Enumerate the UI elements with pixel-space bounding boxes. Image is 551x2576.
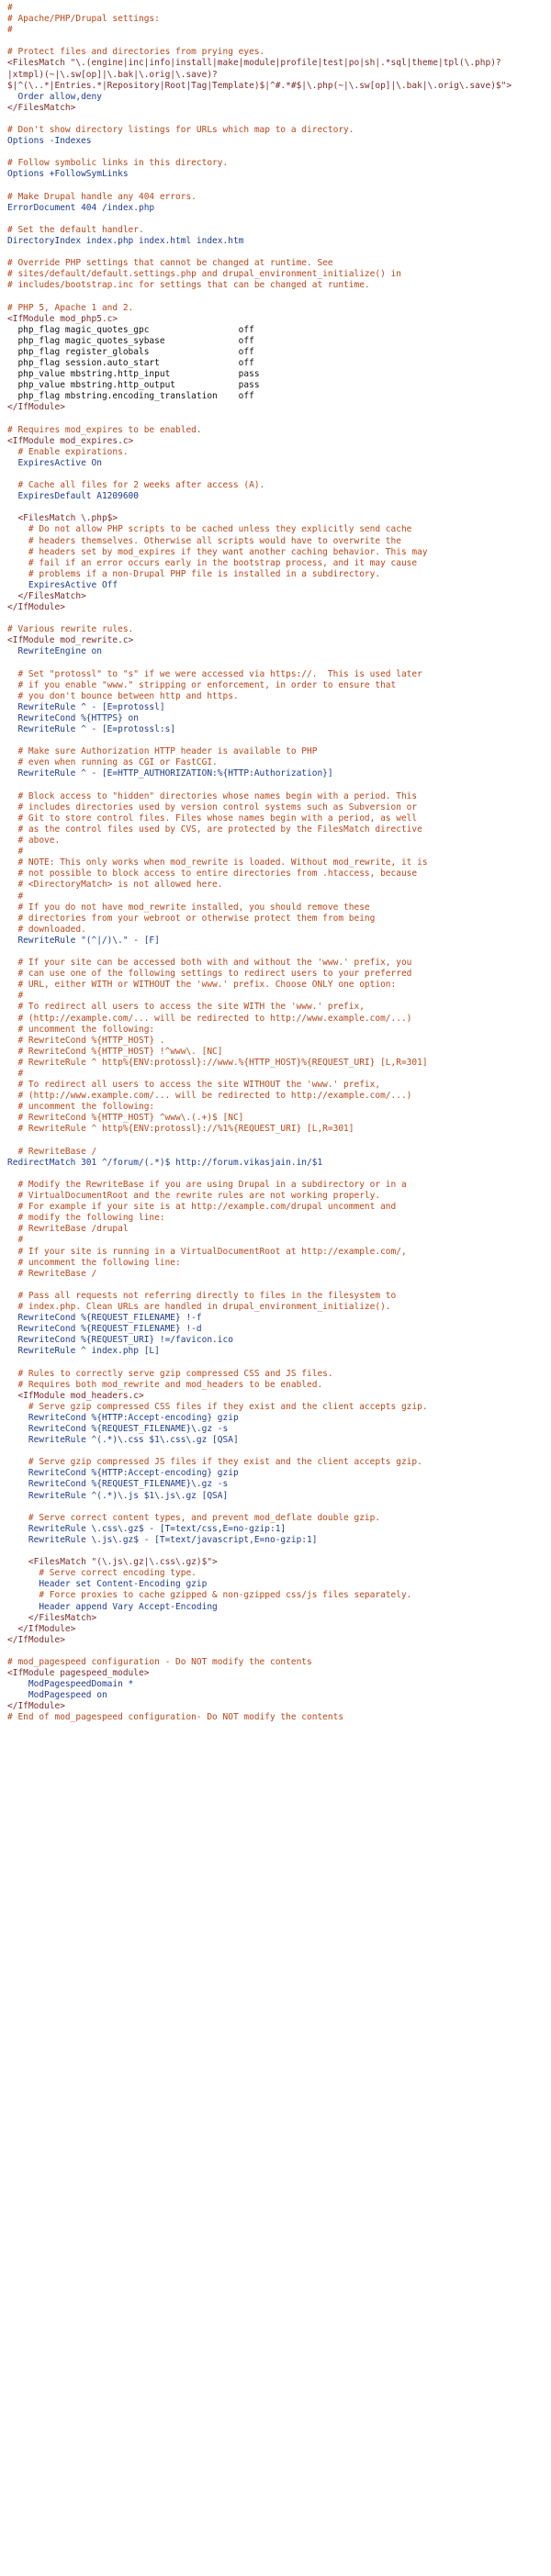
comment-line: # can use one of the following settings to redirect users to your preferred — [7, 969, 412, 980]
comment-line: # — [7, 25, 13, 36]
comment-line: # NOTE: This only works when mod_rewrite is loaded. Without mod_rewrite, it is — [7, 857, 428, 868]
comment-line: # — [7, 846, 24, 857]
comment-line: # For example if your site is at http://example.com/drupal uncomment and — [7, 1202, 397, 1213]
comment-line: # even when running as CGI or FastCGI. — [7, 757, 218, 768]
comment-line: # Pass all requests not referring directly to files in the filesystem to — [7, 1290, 397, 1301]
comment-line: # you don't bounce between http and https. — [7, 690, 239, 701]
directive-line: RewriteRule ^ index.php [L] — [7, 1346, 160, 1357]
comment-line: # Requires mod_expires to be enabled. — [7, 424, 202, 435]
directive-line: RewriteRule ^ - [E=protossl:s] — [7, 724, 176, 735]
directive-line: RewriteRule ^(.*)\.js $1\.js\.gz [QSA] — [7, 1490, 229, 1501]
comment-line: # not possible to block access to entire directories from .htaccess, because — [7, 868, 418, 879]
directive-line: Order allow,deny — [7, 91, 102, 102]
comment-line: # VirtualDocumentRoot and the rewrite rules are not working properly. — [7, 1191, 381, 1202]
directive-line: ExpiresDefault A1209600 — [7, 491, 139, 502]
comment-line: # above. — [7, 835, 61, 846]
section-tag-line: </IfModule> — [7, 402, 65, 413]
section-tag-line: <FilesMatch "(\.js\.gz|\.css\.gz)$"> — [7, 1557, 218, 1568]
comment-line: # (http://www.example.com/... will be redirected to http://example.com/...) — [7, 1091, 412, 1102]
setting-line: php_flag register_globals off — [7, 346, 254, 357]
blank-line — [7, 658, 544, 669]
comment-line: # downloaded. — [7, 924, 86, 935]
section-tag-line: $|^(\..*|Entries.*|Repository|Root|Tag|Template)$|^#.*#$|\.php(~|\.sw[op]|\.bak|\.orig\.save)$"> — [7, 80, 512, 91]
blank-line — [7, 1446, 544, 1457]
blank-line — [7, 1646, 544, 1657]
blank-line — [7, 469, 544, 480]
section-tag-line: </IfModule> — [7, 1634, 65, 1645]
directive-line: RewriteRule ^(.*)\.css $1\.css\.gz [QSA] — [7, 1435, 239, 1446]
comment-line: # Follow symbolic links in this directory. — [7, 158, 229, 169]
directive-line: RewriteRule \.css\.gz$ - [T=text/css,E=no-gzip:1] — [7, 1523, 287, 1534]
blank-line — [7, 413, 544, 424]
comment-line: # uncomment the following: — [7, 1102, 155, 1113]
directive-line: RewriteRule \.js\.gz$ - [T=text/javascript,E=no-gzip:1] — [7, 1534, 318, 1545]
comment-line: # Serve gzip compressed JS files if they exist and the client accepts gzip. — [7, 1457, 422, 1468]
comment-line: # URL, either WITH or WITHOUT the 'www.' prefix. Choose ONLY one option: — [7, 980, 397, 991]
comment-line: # Make Drupal handle any 404 errors. — [7, 191, 197, 202]
directive-line: Header append Vary Accept-Encoding — [7, 1601, 218, 1612]
comment-line: # problems if a non-Drupal PHP file is installed in a subdirectory. — [7, 568, 381, 579]
section-tag-line: <IfModule pagespeed_module> — [7, 1668, 150, 1679]
blank-line — [7, 1546, 544, 1557]
section-tag-line: <IfModule mod_rewrite.c> — [7, 635, 134, 646]
comment-line: # if you enable "www." stripping or enforcement, in order to ensure that — [7, 679, 397, 690]
comment-line: # RewriteCond %{HTTP_HOST} . — [7, 1035, 165, 1046]
setting-line: php_flag session.auto_start off — [7, 358, 254, 368]
comment-line: # Git to store control files. Files whose names begin with a period, as well — [7, 812, 418, 823]
section-tag-line: </FilesMatch> — [7, 1612, 97, 1623]
directive-line: RewriteRule ^ - [E=protossl] — [7, 701, 165, 712]
blank-line — [7, 735, 544, 746]
comment-line: # RewriteCond %{HTTP_HOST} ^www\.(.+)$ [NC] — [7, 1113, 244, 1124]
comment-line: # mod_pagespeed configuration - Do NOT modify the contents — [7, 1656, 312, 1667]
comment-line: # Modify the RewriteBase if you are using Drupal in a subdirectory or in a — [7, 1179, 407, 1190]
section-tag-line: </IfModule> — [7, 602, 65, 613]
comment-line: # Serve correct content types, and prevent mod_deflate double gzip. — [7, 1512, 381, 1523]
directive-line: Header set Content-Encoding gzip — [7, 1579, 208, 1590]
section-tag-line: <IfModule mod_php5.c> — [7, 313, 118, 324]
directive-line: ErrorDocument 404 /index.php — [7, 202, 155, 213]
comment-line: # includes/bootstrap.inc for settings that can be changed at runtime. — [7, 280, 370, 291]
comment-line: # Cache all files for 2 weeks after access (A). — [7, 480, 265, 491]
directive-line: ExpiresActive Off — [7, 579, 118, 590]
directive-line: ModPagespeed on — [7, 1690, 107, 1701]
comment-line: # RewriteBase / — [7, 1268, 97, 1279]
section-tag-line: |xtmpl)(~|\.sw[op]|\.bak|\.orig|\.save)? — [7, 69, 218, 80]
directive-line: RewriteCond %{REQUEST_FILENAME}\.gz -s — [7, 1479, 229, 1490]
comment-line: # <DirectoryMatch> is not allowed here. — [7, 879, 223, 890]
blank-line — [7, 114, 544, 125]
comment-line: # Set "protossl" to "s" if we were accessed via https://. This is used later — [7, 668, 422, 679]
blank-line — [7, 291, 544, 302]
comment-line: # PHP 5, Apache 1 and 2. — [7, 302, 134, 313]
blank-line — [7, 502, 544, 513]
comment-line: # RewriteRule ^ http%{ENV:protossl}://%1%{REQUEST_URI} [L,R=301] — [7, 1124, 354, 1135]
comment-line: # RewriteBase /drupal — [7, 1224, 129, 1235]
directive-line: RewriteRule ^ - [E=HTTP_AUTHORIZATION:%{HTTP:Authorization}] — [7, 768, 333, 779]
comment-line: # headers set by mod_expires if they want another caching behavior. This may — [7, 546, 428, 557]
section-tag-line: <FilesMatch "\.(engine|inc|info|install|make|module|profile|test|po|sh|.*sql|theme|tpl(\.php)? — [7, 58, 501, 69]
directive-line: RewriteCond %{REQUEST_FILENAME} !-d — [7, 1324, 202, 1335]
comment-line: # (http://example.com/... will be redirected to http://www.example.com/...) — [7, 1013, 412, 1024]
comment-line: # Requires both mod_rewrite and mod_headers to be enabled. — [7, 1379, 323, 1390]
directive-line: RedirectMatch 301 ^/forum/(.*)$ http://forum.vikasjain.in/$1 — [7, 1157, 323, 1168]
directive-line: RewriteCond %{HTTP:Accept-encoding} gzip — [7, 1412, 239, 1423]
comment-line: # — [7, 1069, 24, 1079]
comment-line: # headers themselves. Otherwise all scripts would have to overwrite the — [7, 535, 401, 546]
comment-line: # Make sure Authorization HTTP header is available to PHP — [7, 746, 318, 757]
section-tag-line: <IfModule mod_expires.c> — [7, 435, 134, 446]
blank-line — [7, 1502, 544, 1513]
comment-line: # Enable expirations. — [7, 446, 129, 457]
section-tag-line: </FilesMatch> — [7, 102, 76, 113]
comment-line: # Do not allow PHP scripts to be cached unless they explicitly send cache — [7, 524, 412, 535]
blank-line — [7, 1136, 544, 1147]
section-tag-line: </IfModule> — [7, 1623, 76, 1634]
directive-line: RewriteCond %{HTTP:Accept-encoding} gzip — [7, 1468, 239, 1479]
comment-line: # as the control files used by CVS, are protected by the FilesMatch directive — [7, 823, 422, 834]
comment-line: # To redirect all users to access the site WITHOUT the 'www.' prefix, — [7, 1080, 381, 1091]
comment-line: # Block access to "hidden" directories whose names begin with a period. This — [7, 790, 418, 801]
comment-line: # RewriteRule ^ http%{ENV:protossl}://www.%{HTTP_HOST}%{REQUEST_URI} [L,R=301] — [7, 1057, 428, 1068]
blank-line — [7, 946, 544, 958]
comment-line: # Rules to correctly serve gzip compressed CSS and JS files. — [7, 1368, 333, 1379]
comment-line: # — [7, 991, 24, 1002]
comment-line: # — [7, 890, 24, 902]
comment-line: # uncomment the following line: — [7, 1257, 181, 1268]
comment-line: # If your site is running in a VirtualDocumentRoot at http://example.com/, — [7, 1246, 407, 1257]
directive-line: RewriteCond %{HTTPS} on — [7, 713, 139, 723]
comment-line: # fail if an error occurs early in the bootstrap process, and it may cause — [7, 557, 418, 568]
directive-line: RewriteRule "(^|/)\." - [F] — [7, 935, 160, 946]
directive-line: RewriteCond %{REQUEST_FILENAME} !-f — [7, 1313, 202, 1324]
directive-line: ExpiresActive On — [7, 457, 102, 468]
blank-line — [7, 36, 544, 47]
comment-line: # To redirect all users to access the site WITH the 'www.' prefix, — [7, 1002, 365, 1013]
setting-line: php_flag magic_quotes_gpc off — [7, 324, 254, 335]
directive-line: RewriteCond %{REQUEST_FILENAME}\.gz -s — [7, 1424, 229, 1434]
directive-line: RewriteEngine on — [7, 646, 102, 657]
comment-line: # RewriteBase / — [7, 1146, 97, 1157]
setting-line: php_value mbstring.http_input pass — [7, 369, 260, 380]
blank-line — [7, 1357, 544, 1368]
setting-line: php_value mbstring.http_output pass — [7, 380, 260, 391]
setting-line: php_flag mbstring.encoding_translation off — [7, 391, 254, 402]
comment-line: # If you do not have mod_rewrite installed, you should remove these — [7, 902, 370, 913]
comment-line: # index.php. Clean URLs are handled in drupal_environment_initialize(). — [7, 1301, 391, 1312]
comment-line: # Don't show directory listings for URLs which map to a directory. — [7, 125, 354, 136]
directive-line: Options +FollowSymLinks — [7, 169, 129, 180]
directive-line: RewriteCond %{REQUEST_URI} !=/favicon.ico — [7, 1335, 233, 1346]
directive-line: ModPagespeedDomain * — [7, 1679, 134, 1690]
blank-line — [7, 1169, 544, 1180]
comment-line: # Force proxies to cache gzipped & non-gzipped css/js files separately. — [7, 1590, 412, 1601]
section-tag-line: <FilesMatch \.php$> — [7, 513, 118, 524]
setting-line: php_flag magic_quotes_sybase off — [7, 335, 254, 346]
blank-line — [7, 181, 544, 192]
comment-line: # Serve correct encoding type. — [7, 1568, 197, 1579]
comment-line: # sites/default/default.settings.php and drupal_environment_initialize() in — [7, 269, 401, 280]
comment-line: # Serve gzip compressed CSS files if they exist and the client accepts gzip. — [7, 1401, 428, 1412]
comment-line: # directories from your webroot or otherwise protect them from being — [7, 913, 376, 924]
comment-line: # Various rewrite rules. — [7, 624, 134, 635]
comment-line: # End of mod_pagespeed configuration- Do NOT modify the contents — [7, 1712, 344, 1723]
comment-line: # Apache/PHP/Drupal settings: — [7, 14, 160, 25]
comment-line: # If your site can be accessed both with and without the 'www.' prefix, you — [7, 958, 412, 969]
comment-line: # — [7, 1235, 24, 1246]
blank-line — [7, 1280, 544, 1291]
section-tag-line: </FilesMatch> — [7, 590, 86, 601]
comment-line: # Protect files and directories from prying eyes. — [7, 47, 265, 58]
blank-line — [7, 613, 544, 624]
comment-line: # uncomment the following: — [7, 1024, 155, 1035]
comment-line: # — [7, 3, 13, 13]
comment-line: # modify the following line: — [7, 1213, 165, 1224]
directive-line: Options -Indexes — [7, 136, 92, 147]
section-tag-line: <IfModule mod_headers.c> — [7, 1390, 144, 1401]
blank-line — [7, 247, 544, 258]
directive-line: DirectoryIndex index.php index.html index.htm — [7, 235, 244, 246]
blank-line — [7, 214, 544, 225]
comment-line: # includes directories used by version control systems such as Subversion or — [7, 801, 418, 812]
comment-line: # Override PHP settings that cannot be changed at runtime. See — [7, 258, 333, 269]
section-tag-line: </IfModule> — [7, 1701, 65, 1712]
comment-line: # Set the default handler. — [7, 224, 144, 235]
comment-line: # RewriteCond %{HTTP_HOST} !^www\. [NC] — [7, 1046, 223, 1057]
blank-line — [7, 780, 544, 791]
blank-line — [7, 147, 544, 158]
